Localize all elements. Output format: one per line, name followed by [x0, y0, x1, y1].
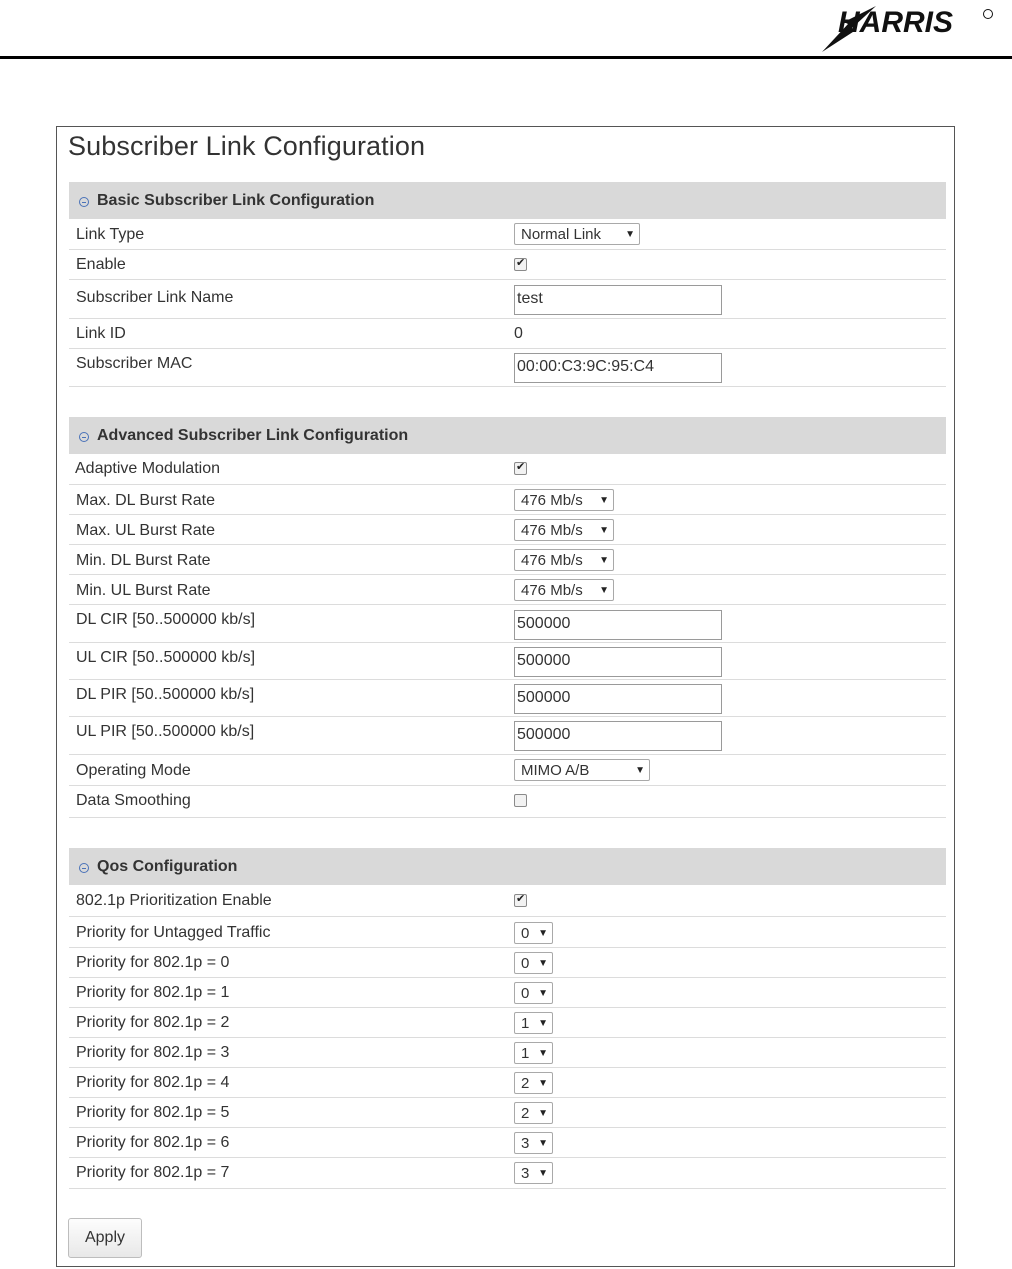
dropdown-arrow-icon: ▼ — [599, 524, 609, 536]
priority-row-5 — [69, 1098, 946, 1128]
collapse-icon[interactable] — [79, 432, 89, 442]
min-dl-value: 476 Mb/s — [521, 551, 583, 569]
enable-label: Enable — [76, 256, 126, 273]
link-type-select[interactable] — [514, 223, 640, 245]
priority-row-7 — [69, 1158, 946, 1189]
priority-select[interactable] — [514, 982, 553, 1004]
dropdown-arrow-icon: ▼ — [599, 494, 609, 506]
priority-row-2 — [69, 1008, 946, 1038]
untagged-priority-row — [69, 917, 946, 948]
mac-row — [69, 349, 946, 387]
priority-select[interactable] — [514, 1072, 553, 1094]
logo-text: HARRIS — [838, 6, 954, 39]
max-dl-row — [69, 485, 946, 515]
apply-button[interactable]: Apply — [68, 1218, 142, 1258]
link-type-label: Link Type — [76, 226, 145, 243]
priority-select[interactable] — [514, 1042, 553, 1064]
collapse-icon[interactable] — [79, 197, 89, 207]
dl-pir-label: DL PIR [50..500000 kb/s] — [76, 686, 255, 703]
operating-mode-select[interactable] — [514, 759, 650, 781]
link-type-row — [69, 220, 946, 250]
adaptive-modulation-checkbox[interactable] — [514, 462, 527, 475]
dl-cir-label: DL CIR [50..500000 kb/s] — [76, 611, 256, 628]
link-name-input[interactable]: test — [514, 285, 722, 315]
priority-value: 2 — [521, 1104, 530, 1122]
priority-row-4 — [69, 1068, 946, 1098]
dl-pir-input[interactable]: 500000 — [514, 684, 722, 714]
page-title: Subscriber Link Configuration — [68, 131, 426, 161]
priority-row-6 — [69, 1128, 946, 1158]
priority-label: Priority for 802.1p = 3 — [76, 1044, 230, 1061]
adaptive-modulation-label: Adaptive Modulation — [75, 460, 220, 477]
dropdown-arrow-icon: ▼ — [538, 1017, 548, 1029]
priority-label: Priority for 802.1p = 2 — [76, 1014, 230, 1031]
data-smoothing-label: Data Smoothing — [76, 792, 191, 809]
dropdown-arrow-icon: ▼ — [538, 1167, 548, 1179]
advanced-section-title: Advanced Subscriber Link Configuration — [97, 426, 409, 444]
max-ul-label: Max. UL Burst Rate — [76, 522, 216, 539]
dropdown-arrow-icon: ▼ — [538, 1107, 548, 1119]
priority-label: Priority for 802.1p = 6 — [76, 1134, 230, 1151]
prioritization-row — [69, 885, 946, 917]
mac-label: Subscriber MAC — [76, 355, 193, 372]
data-smoothing-checkbox[interactable] — [514, 794, 527, 807]
priority-select[interactable] — [514, 1012, 553, 1034]
dropdown-arrow-icon: ▼ — [538, 987, 548, 999]
min-dl-label: Min. DL Burst Rate — [76, 552, 211, 569]
ul-pir-input[interactable]: 500000 — [514, 721, 722, 751]
priority-select[interactable] — [514, 1162, 553, 1184]
max-ul-value: 476 Mb/s — [521, 521, 583, 539]
advanced-section-header[interactable] — [69, 417, 946, 454]
priority-label: Priority for 802.1p = 5 — [76, 1104, 230, 1121]
prioritization-checkbox[interactable] — [514, 894, 527, 907]
link-id-label: Link ID — [76, 325, 126, 342]
dropdown-arrow-icon: ▼ — [538, 1047, 548, 1059]
basic-section-header[interactable] — [69, 182, 946, 219]
priority-row-0 — [69, 948, 946, 978]
ul-pir-label: UL PIR [50..500000 kb/s] — [76, 723, 255, 740]
priority-value: 2 — [521, 1074, 530, 1092]
ul-cir-row — [69, 643, 946, 680]
dropdown-arrow-icon: ▼ — [599, 554, 609, 566]
header-divider — [0, 56, 1012, 59]
link-type-value: Normal Link — [521, 225, 602, 243]
max-ul-row — [69, 515, 946, 545]
link-id-value: 0 — [514, 325, 523, 342]
max-ul-select[interactable] — [514, 519, 614, 541]
priority-value: 0 — [521, 954, 530, 972]
priority-select[interactable] — [514, 1132, 553, 1154]
prioritization-label: 802.1p Prioritization Enable — [76, 892, 272, 909]
min-ul-row — [69, 575, 946, 605]
priority-value: 3 — [521, 1134, 530, 1152]
min-ul-value: 476 Mb/s — [521, 581, 583, 599]
collapse-icon[interactable] — [79, 863, 89, 873]
ul-pir-row — [69, 717, 946, 755]
dropdown-arrow-icon: ▼ — [538, 1077, 548, 1089]
priority-row-3 — [69, 1038, 946, 1068]
priority-select[interactable] — [514, 1102, 553, 1124]
dl-cir-input[interactable]: 500000 — [514, 610, 722, 640]
dropdown-arrow-icon: ▼ — [635, 764, 645, 776]
priority-value: 1 — [521, 1014, 530, 1032]
subscriber-link-panel — [56, 126, 955, 1267]
min-ul-label: Min. UL Burst Rate — [76, 582, 211, 599]
max-dl-value: 476 Mb/s — [521, 491, 583, 509]
qos-section-header[interactable] — [69, 848, 946, 885]
min-ul-select[interactable] — [514, 579, 614, 601]
mac-input[interactable]: 00:00:C3:9C:95:C4 — [514, 353, 722, 383]
priority-value: 0 — [521, 984, 530, 1002]
max-dl-select[interactable] — [514, 489, 614, 511]
priority-label: Priority for 802.1p = 4 — [76, 1074, 230, 1091]
dl-pir-row — [69, 680, 946, 717]
link-id-row — [69, 319, 946, 349]
priority-label: Priority for 802.1p = 7 — [76, 1164, 230, 1181]
operating-mode-label: Operating Mode — [76, 762, 191, 779]
untagged-priority-value: 0 — [521, 924, 530, 942]
adaptive-modulation-row — [69, 454, 946, 485]
link-name-label: Subscriber Link Name — [76, 289, 234, 306]
untagged-priority-select[interactable] — [514, 922, 553, 944]
dropdown-arrow-icon: ▼ — [538, 1137, 548, 1149]
dropdown-arrow-icon: ▼ — [538, 957, 548, 969]
priority-label: Priority for 802.1p = 1 — [76, 984, 230, 1001]
priority-select[interactable] — [514, 952, 553, 974]
priority-label: Priority for 802.1p = 0 — [76, 954, 230, 971]
qos-section-title: Qos Configuration — [97, 857, 238, 875]
enable-checkbox[interactable] — [514, 258, 527, 271]
harris-logo — [818, 2, 994, 54]
data-smoothing-row — [69, 786, 946, 818]
ul-cir-input[interactable]: 500000 — [514, 647, 722, 677]
priority-value: 1 — [521, 1044, 530, 1062]
untagged-priority-label: Priority for Untagged Traffic — [76, 924, 271, 941]
dropdown-arrow-icon: ▼ — [625, 228, 635, 240]
max-dl-label: Max. DL Burst Rate — [76, 492, 216, 509]
link-name-row — [69, 280, 946, 319]
min-dl-select[interactable] — [514, 549, 614, 571]
min-dl-row — [69, 545, 946, 575]
basic-section-title: Basic Subscriber Link Configuration — [97, 191, 375, 209]
dropdown-arrow-icon: ▼ — [538, 927, 548, 939]
dl-cir-row — [69, 605, 946, 643]
priority-row-1 — [69, 978, 946, 1008]
ul-cir-label: UL CIR [50..500000 kb/s] — [76, 649, 256, 666]
dropdown-arrow-icon: ▼ — [599, 584, 609, 596]
enable-row — [69, 250, 946, 280]
priority-value: 3 — [521, 1164, 530, 1182]
operating-mode-value: MIMO A/B — [521, 761, 590, 779]
document-header — [0, 0, 1012, 62]
operating-mode-row — [69, 755, 946, 786]
